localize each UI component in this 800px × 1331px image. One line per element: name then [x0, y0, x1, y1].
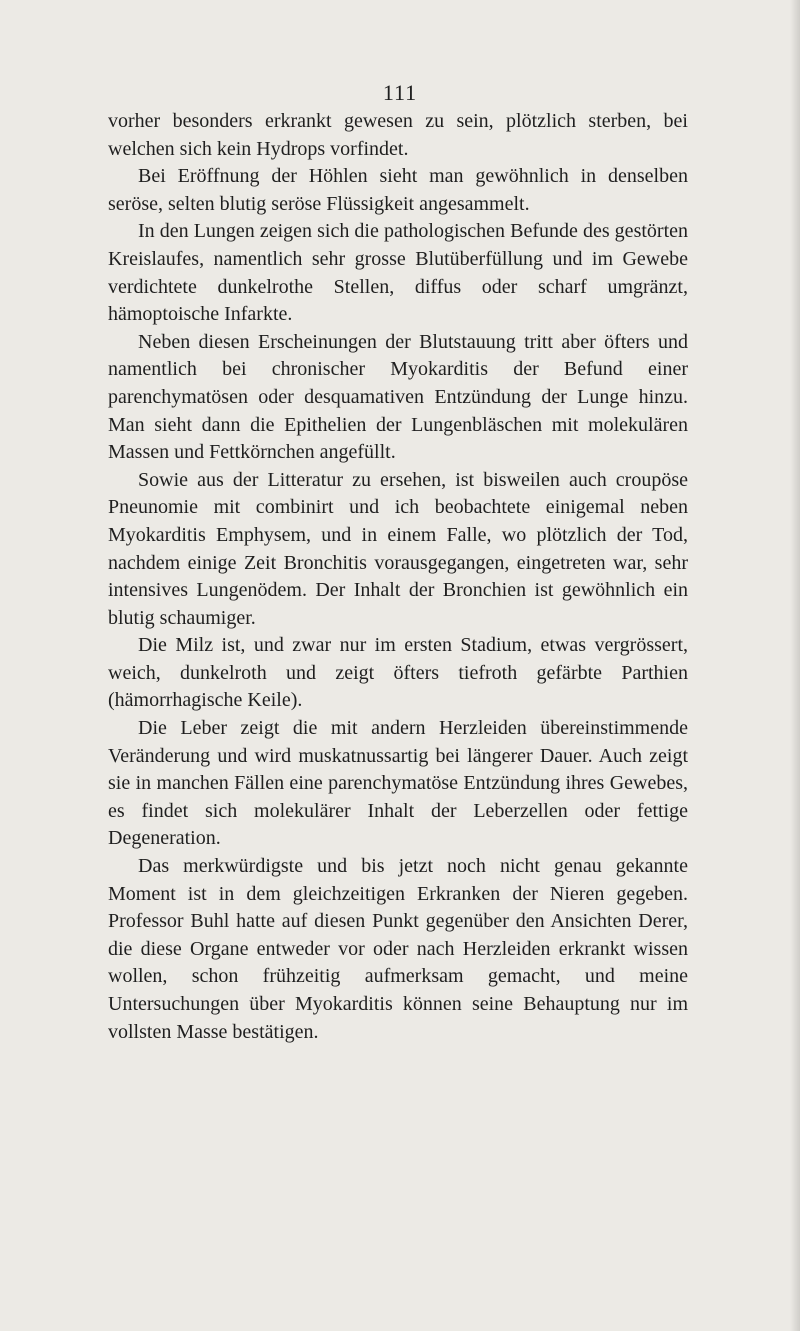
paragraph-blutstauung: Neben diesen Erscheinungen der Blutstauung tritt aber öfters und namentlich bei chronischer Myokarditis der Befund einer parenchymatösen oder desquamativen Entzündung der Lunge hinzu. Man sieht dann die Epithelien der Lungenbläschen mit molekulären Massen und Fettkörnchen angefüllt. [108, 330, 688, 464]
paragraph-litteratur: Sowie aus der Litteratur zu ersehen, ist bisweilen auch croupöse Pneunomie mit combinirt und ich beobachtete einigemal neben Myokarditis Emphysem, und in einem Falle, wo plötzlich der Tod, nachdem einige Zeit Bronchitis vorausgegangen, eingetreten war, sehr intensives Lungenödem. Der Inhalt der Bronchien ist gewöhnlich ein blutig schaumiger. [108, 468, 688, 629]
paragraph-leber: Die Leber zeigt die mit andern Herzleiden übereinstimmende Veränderung und wird muskatnussartig bei längerer Dauer. Auch zeigt sie in manchen Fällen eine parenchymatöse Entzündung ihres Gewebes, es findet sich molekulärer Inhalt der Leberzellen oder fettige Degeneration. [108, 717, 688, 850]
paragraph-nieren: Das merkwürdigste und bis jetzt noch nicht genau gekannte Moment ist in dem gleichzeitigen Erkranken der Nieren gegeben. Professor Buhl hatte auf diesen Punkt gegenüber den Ansichten Derer, die diese Organe entweder vor oder nach Herzleiden erkrankt wissen wollen, schon frühzeitig aufmerksam gemacht, und meine Untersuchungen über Myokarditis können seine Behauptung nur im vollsten Masse bestätigen. [108, 855, 688, 1043]
page-edge-shadow [790, 0, 800, 1331]
paragraph-lungen: In den Lungen zeigen sich die pathologischen Befunde des gestörten Kreislaufes, namentlich sehr grosse Blutüberfüllung und im Gewebe verdichtete dunkelrothe Stellen, diffus oder scharf umgränzt, hämoptoische Infarkte. [108, 220, 688, 326]
paragraph-milz: Die Milz ist, und zwar nur im ersten Stadium, etwas vergrössert, weich, dunkelroth und zeigt öfters tiefroth gefärbte Parthien (hämorrhagische Keile). [108, 634, 688, 712]
paragraph-hoehlen: Bei Eröffnung der Höhlen sieht man gewöhnlich in denselben seröse, selten blutig seröse Flüssigkeit angesammelt. [108, 165, 688, 215]
page-number: 111 [382, 80, 418, 105]
body-text [108, 108, 688, 1046]
paragraph-continuation: vorher besonders erkrankt gewesen zu sein, plötzlich sterben, bei welchen sich kein Hydrops vorfindet. [108, 110, 688, 160]
